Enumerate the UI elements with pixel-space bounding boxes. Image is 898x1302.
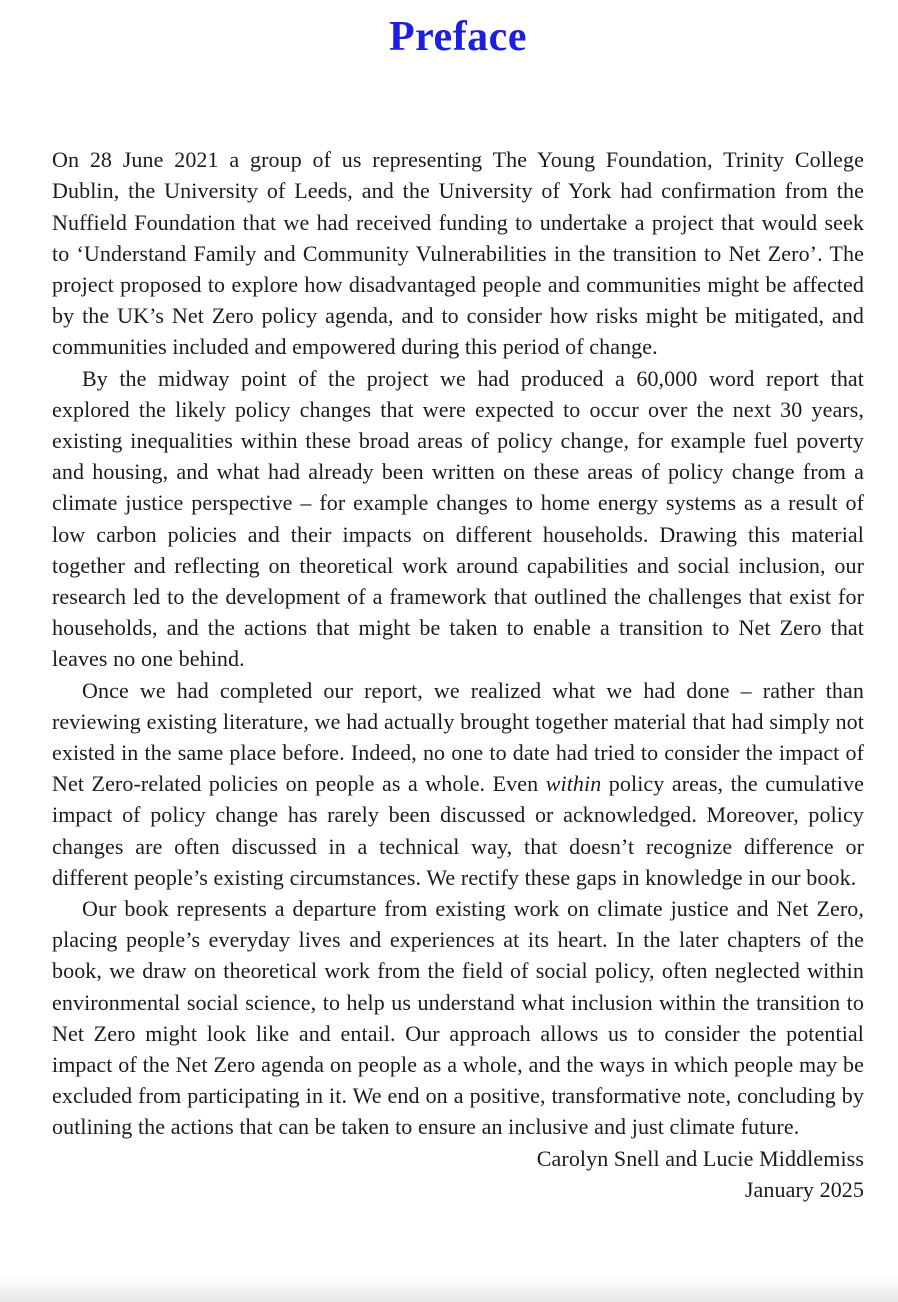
signature-block bbox=[52, 1143, 864, 1205]
signature-line: Carolyn Snell and Lucie Middlemiss bbox=[536, 1145, 864, 1171]
preface-paragraphs bbox=[52, 144, 864, 1143]
preface-paragraph bbox=[52, 363, 864, 675]
italic-text-run: within bbox=[545, 771, 602, 797]
text-run: By the midway point of the project we had produced a 60,000 word report that explored the likely policy changes that were expected to occur over the next 30 years, existing inequalities within these broad areas of policy change, for example fuel poverty and housing, and what had already been written on these areas of policy change from a climate justice perspective – for example changes to home energy systems as a result of low carbon policies and their impacts on different households. Drawing this material together and reflecting on theoretical work around capabilities and social inclusion, our research led to the development of a framework that outlined the challenges that exist for households, and the actions that might be taken to enable a transition to Net Zero that leaves no one behind. bbox=[52, 365, 864, 672]
preface-paragraph bbox=[52, 675, 864, 893]
page-title: Preface bbox=[389, 14, 527, 60]
date-line: January 2025 bbox=[744, 1176, 864, 1202]
page-bottom-shade bbox=[0, 1276, 898, 1302]
text-run: Once we had completed our report, we realized what we had done – rather than reviewing existing literature, we had actually brought together material that had simply not existed in the same place before. Indeed, no one to date had tried to consider the impact of Net Zero-related policies on people as a whole. Even bbox=[52, 677, 864, 797]
preface-body bbox=[52, 144, 864, 1205]
preface-paragraph bbox=[52, 144, 864, 362]
text-run: Our book represents a departure from existing work on climate justice and Net Zero, placing people’s everyday lives and experiences at its heart. In the later chapters of the book, we draw on theoretical work from the field of social policy, often neglected within environmental social science, to help us understand what inclusion within the transition to Net Zero might look like and entail. Our approach allows us to consider the potential impact of the Net Zero agenda on people as a whole, and the ways in which people may be excluded from participating in it. We end on a positive, transformative note, concluding by outlining the actions that can be taken to ensure an inclusive and just climate future. bbox=[52, 896, 864, 1140]
text-run: policy areas, the cumulative impact of policy change has rarely been discussed or acknowledged. Moreover, policy changes are often discussed in a technical way, that doesn’t recognize difference or different people’s existing circumstances. We rectify these gaps in knowledge in our book. bbox=[52, 771, 864, 890]
preface-paragraph bbox=[52, 893, 864, 1143]
text-run: On 28 June 2021 a group of us representing The Young Foundation, Trinity College Dublin, the University of Leeds, and the University of York had confirmation from the Nuffield Foundation that we had received funding to undertake a project that would seek to ‘Understand Family and Community Vulnerabilities in the transition to Net Zero’. The project proposed to explore how disadvantaged people and communities might be affected by the UK’s Net Zero policy agenda, and to consider how risks might be mitigated, and communities included and empowered during this period of change. bbox=[52, 147, 864, 360]
